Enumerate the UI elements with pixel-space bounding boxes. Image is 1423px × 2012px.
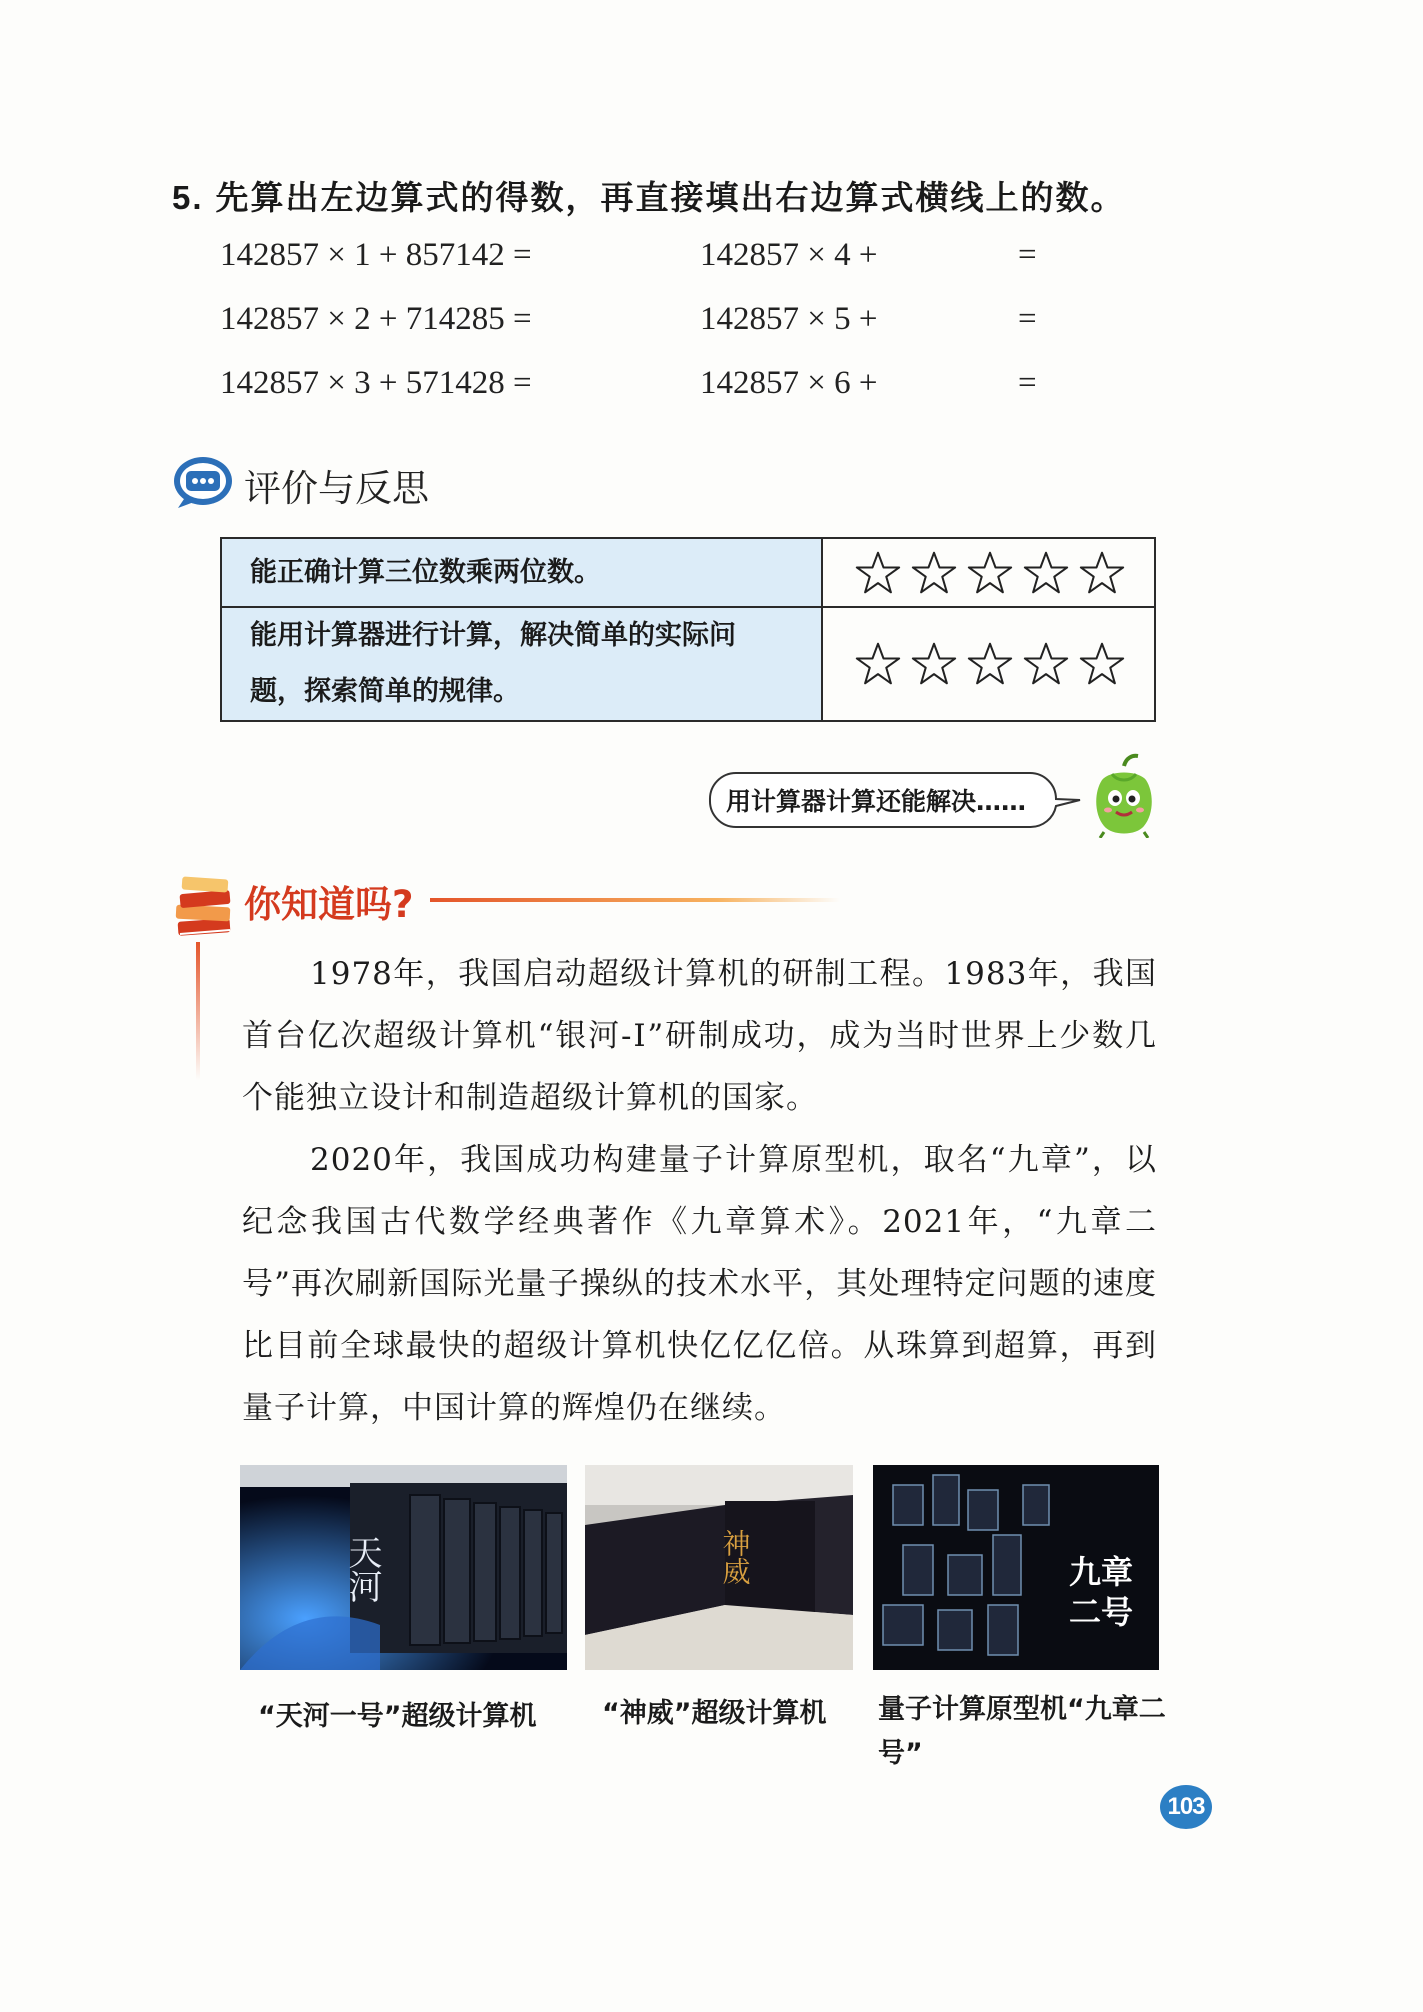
photo-caption: “神威”超级计算机 [602,1698,827,1729]
evaluation-title: 评价与反思 [244,467,429,510]
star-icon[interactable] [855,641,901,687]
photo-caption: “天河一号”超级计算机 [258,1701,537,1732]
right-equation-equals: = [1018,365,1037,401]
photo-overlay-text: 神威 [718,1529,752,1585]
left-equation: 142857 × 2 + 714285 = [220,301,532,337]
photo-overlay-text: 二号 [1069,1593,1134,1631]
exercise-instruction: 先算出左边算式的得数，再直接填出右边算式横线上的数。 [215,178,1126,217]
star-rating[interactable] [825,539,1154,606]
paragraph: 1978年，我国启动超级计算机的研制工程。1983年，我国首台亿次超级计算机“银河-Ⅰ”研制成功，成为当时世界上少数几个能独立设计和制造超级计算机的国家。 [242,956,1157,1116]
bubble-text: 用计算器计算还能解决…… [726,787,1027,816]
jiuzhang-photo [873,1465,1159,1670]
left-equation: 142857 × 1 + 857142 = [220,237,532,273]
evaluation-criterion [222,608,823,720]
photo-overlay-text: 九章 [1069,1553,1134,1591]
star-rating[interactable] [825,608,1154,720]
exercise-heading [172,172,1126,219]
speech-bubble-icon [172,455,234,509]
left-equation: 142857 × 3 + 571428 = [220,365,532,401]
star-icon[interactable] [1079,550,1125,596]
paragraph: 2020年，我国成功构建量子计算原型机，取名“九章”，以纪念我国古代数学经典著作《九章算术》。2021年，“九章二号”再次刷新国际光量子操纵的技术水平，其处理特定问题的速度比目前全球最快的超级计算机快亿亿亿倍。从珠算到超算，再到量子计算，中国计算的辉煌仍在继续。 [242,1142,1157,1426]
star-icon[interactable] [1023,641,1069,687]
evaluation-row [222,608,1154,720]
page-number: 103 [1160,1785,1212,1829]
right-equation: 142857 × 5 + [700,301,878,337]
exercise-number: 5. [172,179,204,216]
criterion-line: 能正确计算三位数乘两位数。 [250,556,601,588]
star-icon[interactable] [911,550,957,596]
right-equation-equals: = [1018,237,1037,273]
evaluation-row [222,539,1154,608]
title-underline [430,898,840,902]
books-icon [172,868,238,940]
right-equation-equals: = [1018,301,1037,337]
star-icon[interactable] [1079,641,1125,687]
photo-overlay-text: 天河 [342,1535,382,1603]
right-equation: 142857 × 6 + [700,365,878,401]
evaluation-table [220,537,1156,722]
right-equation: 142857 × 4 + [700,237,878,273]
star-icon[interactable] [1023,550,1069,596]
star-icon[interactable] [967,550,1013,596]
star-icon[interactable] [911,641,957,687]
margin-accent-line [196,942,200,1080]
shenwei-photo [585,1465,853,1670]
criterion-line: 题，探索简单的规律。 [250,676,520,707]
photo-caption: 量子计算原型机“九章二号” [878,1694,1166,1769]
evaluation-criterion [222,539,823,606]
green-pepper-mascot-icon [1088,752,1160,838]
star-icon[interactable] [855,550,901,596]
tianhe-photo [240,1465,567,1670]
did-you-know-title: 你知道吗? [244,883,414,926]
criterion-line: 能用计算器进行计算，解决简单的实际问 [250,620,736,651]
star-icon[interactable] [967,641,1013,687]
